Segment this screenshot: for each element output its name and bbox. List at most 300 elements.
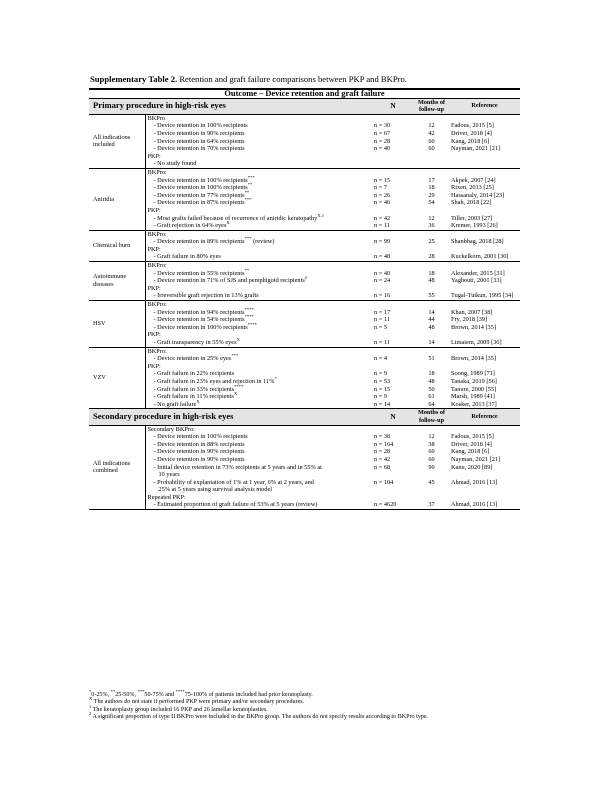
entry-months: 90	[428, 463, 435, 471]
entry-n: n = 26	[374, 191, 391, 199]
entry-n: n = 53	[374, 377, 391, 385]
entry-text: Device retention in 88% recipients	[157, 440, 245, 448]
blank-line	[374, 262, 412, 270]
entry-text: Estimated proportion of graft failure of 53% at 5 years (review)	[157, 501, 318, 509]
entry-reference: Akpek, 2007 [24]	[451, 176, 496, 184]
entry-n: n = 14	[374, 400, 391, 408]
entry-text: Graft rejection in 64% eyes	[157, 222, 227, 230]
entry-reference: Ahmad, 2016 [13]	[451, 501, 498, 509]
entry-n: n = 42	[374, 214, 391, 222]
entry-text: Device retention in 90% recipients	[157, 448, 245, 456]
entry-n: n = 9	[374, 370, 387, 378]
entry-n: n = 11	[374, 222, 390, 230]
footnote-x	[89, 696, 519, 706]
entry-reference: Kuckelkorn, 2001 [30]	[451, 253, 509, 261]
entry-months: 12	[428, 214, 435, 222]
blank-line	[374, 285, 412, 293]
blank-line	[416, 207, 447, 215]
pkp-entry: - Graft transparency in 55% eyes$^X$	[153, 337, 240, 346]
blank-line	[451, 331, 518, 339]
entry-reference: Limaiem, 2009 [36]	[451, 339, 502, 346]
fn-text: A significant proportion of type II BKPro were included in the BKPro group. The authors do not specify results according to BKPro type.	[91, 714, 429, 721]
blank-line	[451, 348, 518, 356]
pkp-entry: - Graft rejection in 64% eyes$^X$	[153, 220, 230, 230]
group-references	[449, 425, 520, 510]
bkpro-entry: - Device retention in 90% recipients	[153, 129, 245, 137]
entry-n	[374, 160, 412, 168]
blank-line	[416, 115, 447, 123]
entry-reference: Tanaka, 2019 [56]	[451, 377, 497, 385]
entry-months: 18	[428, 184, 435, 192]
bkpro-label: BKPro:	[147, 262, 167, 270]
entry-text: Device retention in 100% recipients	[157, 184, 248, 192]
group-row	[89, 301, 520, 348]
bkpro-label: BKPro:	[147, 230, 167, 238]
group-entries	[145, 301, 372, 348]
blank-line	[374, 363, 412, 371]
entry-line: - Device retention in 100% recipients	[153, 433, 248, 441]
entry-n: n = 17	[374, 308, 391, 316]
group-row	[89, 425, 520, 510]
bkpro-entry: - Device retention in 100% recipients****	[153, 321, 257, 331]
entry-months: 38	[428, 440, 435, 448]
bkpro-entry: - Device retention in 54% recipients****	[153, 314, 254, 324]
entry-months: 17	[428, 176, 435, 184]
bkpro-entry: - Device retention in 70% recipients	[153, 145, 245, 153]
blank-line	[416, 231, 447, 239]
entry-text: Device retention in 100% recipients	[157, 122, 248, 130]
entry-reference: Kanu, 2020 [89]	[451, 463, 493, 471]
entry-text: Device retention in 90% recipients	[157, 129, 245, 137]
entry-reference: Soong, 1989 [71]	[451, 370, 495, 378]
bkpro-entry: - Device retention in 55% recipients**	[153, 267, 250, 277]
outcome-header-row	[89, 89, 520, 98]
entry-text: Device retention in 87% recipients	[157, 199, 245, 207]
group-name: VZV	[89, 347, 145, 409]
footnote-2	[89, 711, 519, 721]
fn-text: 50-75% and	[144, 692, 176, 698]
primary-reference-header: Reference	[449, 98, 520, 114]
entry-n: n = 16	[374, 292, 391, 300]
fn-text: The authors do not state if performed PKP were primary and/or secondary procedures.	[92, 699, 305, 706]
pkp-entry: - Graft failure in 22% recipients	[153, 370, 235, 378]
caption-text: Retention and graft failure comparisons between PKP and BKPro.	[179, 74, 407, 84]
entry-reference: Driver, 2018 [4]	[451, 129, 492, 137]
pkp-entry: - Graft failure in 33% recipients****	[153, 383, 244, 393]
table-caption	[90, 74, 407, 84]
entry-reference: Fadous, 2015 [5]	[451, 122, 494, 130]
entry-text: No study found	[157, 160, 197, 168]
pkp-entry: - Graft failure in 23% eyes and rejection in 11%*	[153, 375, 277, 385]
entry-superscript: ****	[247, 321, 257, 327]
fn-text: 0-25%,	[91, 692, 111, 698]
entry-text: Device retention in 100% recipients	[157, 323, 248, 331]
entry-months: 64	[428, 400, 435, 408]
blank-line	[451, 363, 518, 371]
entry-months: 45	[428, 478, 435, 486]
entry-n: n = 28	[374, 448, 391, 456]
fn-sym: **	[110, 689, 116, 694]
outcome-header: Outcome – Device retention and graft failure	[89, 89, 520, 98]
entry-text: Initial device retention in 73% recipients at 5 years and in 55% at	[157, 463, 322, 471]
group-entries	[145, 168, 372, 230]
entry-months: 48	[428, 323, 435, 331]
pkp-label: PKP:	[147, 362, 161, 370]
entry-reference: Brown, 2014 [35]	[451, 355, 496, 363]
entry-n: n = 15	[374, 385, 391, 393]
bkpro-entry: - Device retention in 25% eyes***	[153, 353, 239, 363]
entry-months: 60	[428, 145, 435, 153]
entry-superscript: X	[236, 337, 240, 342]
group-references	[449, 301, 520, 348]
entry-n: n = 164	[374, 440, 394, 448]
group-n-values	[372, 347, 414, 409]
entry-reference: Kang, 2018 [6]	[451, 448, 490, 456]
secondary-reference-header: Reference	[449, 409, 520, 425]
entry-n: n = 4	[374, 355, 387, 363]
entry-text: Device retention in 55% recipients	[157, 269, 245, 277]
blank-line	[451, 486, 518, 494]
group-row	[89, 114, 520, 168]
bkpro-entry: - Device retention in 100% recipients	[153, 122, 248, 130]
entry-reference: Kang, 2018 [6]	[451, 137, 490, 145]
entry-reference	[451, 160, 518, 168]
secondary-section-title: Secondary procedure in high-risk eyes	[89, 409, 372, 425]
group-month-values	[414, 301, 449, 348]
entry-reference: Kremer, 1993 [26]	[451, 222, 498, 230]
entry-reference: Nayman, 2021 [21]	[451, 145, 501, 153]
blank-line	[451, 285, 518, 293]
entry-text: Most grafts failed because of recurrence of aniridic keratopathy	[157, 214, 318, 222]
group-n-values	[372, 301, 414, 348]
entry-months: 48	[428, 277, 435, 285]
entry-superscript: X	[226, 220, 230, 226]
entry-text: Device retention in 90% recipients	[157, 455, 245, 463]
entry-months: 60	[428, 455, 435, 463]
entry-months: 61	[428, 393, 435, 401]
entry-n: n = 40	[374, 269, 391, 277]
entry-months: 44	[428, 316, 435, 324]
fn-text: The keratoplasty group included 16 PKP and 26 lamellar keratoplasties.	[91, 706, 268, 713]
group-name: All indications combined	[89, 425, 145, 510]
entry-line: - Estimated proportion of graft failure of 53% at 5 years (review)	[153, 501, 318, 509]
entry-reference: Hassanaly, 2014 [23]	[451, 191, 505, 199]
blank-line	[451, 231, 518, 239]
entry-months: 51	[428, 355, 435, 363]
blank-line	[374, 301, 412, 309]
entry-reference: Fadous, 2015 [5]	[451, 433, 494, 441]
group-name: HSV	[89, 301, 145, 348]
entry-line	[148, 471, 371, 479]
blank-line	[451, 301, 518, 309]
pkp-entry: - No study found	[153, 160, 197, 168]
entry-n: n = 38	[374, 433, 391, 441]
bkpro-label: Secondary BKPro:	[147, 425, 195, 433]
entry-text: Device retention in 64% recipients	[157, 137, 245, 145]
entry-months: 12	[428, 122, 435, 130]
entry-reference: Rixen, 2013 [25]	[451, 184, 494, 192]
entry-superscript: ***	[244, 197, 252, 203]
entry-reference: Ahmad, 2016 [13]	[451, 478, 498, 486]
fn-sym: 2	[89, 711, 92, 717]
blank-line	[374, 231, 412, 239]
blank-line	[451, 471, 518, 479]
fn-text: 25-50%,	[115, 692, 138, 698]
entry-text: Device retention in 94% recipients	[157, 308, 245, 316]
entry-reference: Driver, 2018 [4]	[451, 440, 492, 448]
entry-months: 60	[428, 448, 435, 456]
pkp-label: PKP:	[147, 206, 161, 214]
entry-text: Device retention in 100% recipients	[157, 176, 248, 184]
caption-label: Supplementary Table 2.	[90, 74, 178, 84]
entry-text: Graft transparency in 55% eyes	[157, 339, 237, 346]
secondary-months-header: Months of follow-up	[414, 409, 449, 425]
entry-reference: Tiller, 2003 [27]	[451, 214, 493, 222]
entry-months: 14	[428, 308, 435, 316]
pkp-entry: - Graft failure in 11% recipients$^X$	[153, 391, 238, 401]
entry-text: Graft failure in 22% recipients	[157, 370, 235, 378]
fn-text: 75-100% of patients included had prior keratoplasty.	[184, 692, 313, 698]
entry-superscript: ***	[231, 353, 239, 359]
entry-reference: Kosker, 2013 [37]	[451, 400, 497, 408]
blank-line	[416, 494, 447, 502]
group-n-values	[372, 230, 414, 261]
entry-months: 55	[428, 292, 435, 300]
group-references	[449, 347, 520, 409]
entry-text: Device retention in 89% recipients	[157, 238, 245, 246]
entry-line: - Probability of explantation of 1% at 1 year, 6% at 2 years, and	[153, 478, 314, 486]
blank-line	[451, 494, 518, 502]
entry-n: n = 9	[374, 393, 387, 401]
entry-superscript: **	[244, 189, 250, 195]
group-row	[89, 262, 520, 301]
entry-reference: Shah, 2018 [22]	[451, 199, 492, 207]
group-entries	[145, 230, 372, 261]
pkp-label: PKP:	[147, 152, 161, 160]
group-entries	[145, 425, 372, 510]
fn-sym: 1	[89, 703, 92, 709]
bkpro-entry: - Device retention in 77% recipients**	[153, 189, 250, 199]
bkpro-label: BKPro:	[147, 168, 167, 176]
pkp-entry: - Irreversible graft rejection in 13% grafts	[153, 292, 259, 300]
entry-text: No graft failure	[157, 400, 197, 408]
entry-superscript: X	[196, 398, 200, 404]
entry-line: - Device retention in 90% recipients	[153, 448, 245, 456]
pkp-entry: - No graft failure$^X$	[153, 398, 200, 408]
entry-text: Device retention in 54% recipients	[157, 316, 245, 324]
entry-months: 36	[428, 222, 435, 230]
entry-months: 54	[428, 199, 435, 207]
blank-line	[451, 153, 518, 161]
blank-line	[374, 486, 412, 494]
group-row	[89, 230, 520, 261]
group-row	[89, 168, 520, 230]
pkp-label: PKP:	[147, 245, 161, 253]
entry-superscript: ***	[244, 236, 252, 242]
group-references	[449, 262, 520, 301]
fn-sym: X	[89, 696, 93, 702]
blank-line	[451, 246, 518, 254]
entry-superscript: **	[244, 267, 250, 273]
entry-n: n = 46	[374, 199, 391, 207]
blank-line	[374, 494, 412, 502]
blank-line	[451, 426, 518, 434]
entry-suffix: (review)	[251, 238, 275, 246]
bkpro-entry: - Device retention in 64% recipients	[153, 137, 245, 145]
group-n-values	[372, 262, 414, 301]
entry-months: 60	[428, 137, 435, 145]
entry-line: - Initial device retention in 73% recipients at 5 years and in 55% at	[153, 463, 322, 471]
entry-n: n = 24	[374, 277, 391, 285]
entry-text: Graft failure in 23% eyes and rejection in 11%	[157, 377, 275, 385]
bkpro-entry: - Device retention in 71% of SJS and pemphigoid recipients$^2$	[153, 275, 308, 285]
entry-text: 25% at 5 years using survival analysis model	[158, 486, 272, 494]
group-name: All indications included	[89, 114, 145, 168]
group-month-values	[414, 262, 449, 301]
pkp-label: Repeated PKP:	[147, 493, 186, 501]
primary-section-title: Primary procedure in high-risk eyes	[89, 98, 372, 114]
blank-line	[451, 207, 518, 215]
group-references	[449, 230, 520, 261]
blank-line	[451, 115, 518, 123]
group-name: Aniridia	[89, 168, 145, 230]
blank-line	[416, 363, 447, 371]
entry-superscript: ****	[244, 306, 254, 312]
entry-n: n = 7	[374, 184, 387, 192]
fn-sym: ***	[137, 689, 145, 694]
blank-line	[374, 153, 412, 161]
bkpro-entry: - Device retention in 89% recipients*** (review)	[153, 236, 275, 246]
entry-text: Device retention in 25% eyes	[157, 355, 232, 363]
entry-months: 42	[428, 129, 435, 137]
blank-line	[416, 262, 447, 270]
group-name: Autoimmune diseases	[89, 262, 145, 301]
entry-text: Irreversible graft rejection in 13% grafts	[157, 292, 259, 300]
group-references	[449, 114, 520, 168]
bkpro-entry: - Device retention in 94% recipients****	[153, 306, 254, 316]
entry-superscript: ***	[247, 174, 255, 180]
entry-months	[416, 160, 447, 168]
group-month-values	[414, 347, 449, 409]
blank-line	[374, 348, 412, 356]
entry-months: 28	[428, 253, 435, 261]
entry-reference: Yaghouti, 2001 [33]	[451, 277, 502, 285]
blank-line	[416, 285, 447, 293]
blank-line	[416, 246, 447, 254]
bkpro-entry: - Device retention in 100% recipients**	[153, 182, 253, 192]
entry-text: Graft failure in 11% recipients	[157, 393, 234, 401]
group-references	[449, 168, 520, 230]
blank-line	[451, 169, 518, 177]
blank-line	[451, 262, 518, 270]
entry-reference: Alexander, 2015 [31]	[451, 269, 505, 277]
entry-text: Device retention in 71% of SJS and pemphigoid recipients	[157, 277, 305, 285]
blank-line	[374, 426, 412, 434]
bkpro-entry: - Device retention in 100% recipients***	[153, 174, 255, 184]
bkpro-label: BKPro	[147, 114, 165, 122]
bkpro-entry: - Device retention in 87% recipients***	[153, 197, 252, 207]
entry-n: n = 67	[374, 129, 391, 137]
pkp-label: PKP:	[147, 331, 161, 339]
entry-superscript: X	[233, 391, 238, 397]
group-n-values	[372, 425, 414, 510]
entry-months: 25	[428, 238, 435, 246]
blank-line	[374, 471, 412, 479]
entry-superscript: X,1	[317, 212, 325, 218]
entry-line: - Device retention in 88% recipients	[153, 440, 245, 448]
entry-superscript: ****	[234, 383, 244, 389]
entry-text: Graft failure in 33% recipients	[157, 385, 235, 393]
entry-n: n = 11	[374, 316, 390, 324]
pkp-label: PKP:	[147, 284, 161, 292]
entry-text: Device retention in 100% recipients	[157, 433, 248, 441]
entry-text: Device retention in 70% recipients	[157, 145, 245, 153]
entry-line	[148, 486, 371, 494]
pkp-entry: - Most grafts failed because of recurrence of aniridic keratopathy$^{X,1}$	[153, 212, 325, 222]
entry-superscript: **	[247, 182, 253, 188]
group-row	[89, 347, 520, 409]
entry-n: n = 68	[374, 463, 391, 471]
group-month-values	[414, 425, 449, 510]
group-name: Chemical burn	[89, 230, 145, 261]
blank-line	[416, 426, 447, 434]
entry-n: n = 5	[374, 323, 387, 331]
entry-n: n = 104	[374, 478, 394, 486]
blank-line	[416, 486, 447, 494]
pkp-entry: - Graft failure in 80% eyes	[153, 253, 221, 261]
fn-sym: ****	[175, 689, 185, 694]
bkpro-label: BKPro:	[147, 301, 167, 309]
entry-reference: Nayman, 2021 [21]	[451, 455, 501, 463]
entry-n: n = 99	[374, 238, 391, 246]
group-entries	[145, 262, 372, 301]
entry-n: n = 4620	[374, 501, 397, 509]
fn-sym: *	[89, 689, 92, 694]
entry-superscript: *	[274, 375, 277, 381]
entry-months: 18	[428, 370, 435, 378]
entry-n: n = 30	[374, 122, 391, 130]
entry-reference: Shanbhag, 2018 [28]	[451, 238, 504, 246]
entry-n: n = 48	[374, 253, 391, 261]
group-n-values	[372, 114, 414, 168]
entry-text: Graft failure in 80% eyes	[157, 253, 221, 261]
group-month-values	[414, 230, 449, 261]
blank-line	[416, 153, 447, 161]
entry-reference: Tugal-Tutkun, 1995 [34]	[451, 292, 514, 300]
blank-line	[374, 115, 412, 123]
entry-n: n = 28	[374, 137, 391, 145]
entry-reference: Brown, 2014 [35]	[451, 323, 496, 331]
entry-text: Probability of explantation of 1% at 1 year, 6% at 2 years, and	[157, 478, 314, 486]
entry-reference: Marsh, 1989 [41]	[451, 393, 495, 401]
blank-line	[374, 331, 412, 339]
group-entries	[145, 114, 372, 168]
primary-n-header: N	[372, 98, 414, 114]
primary-months-header: Months of follow-up	[414, 98, 449, 114]
entry-text: 10 years	[158, 471, 180, 479]
group-entries	[145, 347, 372, 409]
blank-line	[374, 246, 412, 254]
entry-months: 12	[428, 433, 435, 441]
blank-line	[374, 207, 412, 215]
entry-months: 18	[428, 269, 435, 277]
blank-line	[416, 471, 447, 479]
entry-months: 48	[428, 377, 435, 385]
entry-superscript: ****	[244, 314, 254, 320]
entry-reference: Khan, 2007 [38]	[451, 308, 493, 316]
entry-months: 37	[428, 501, 435, 509]
entry-months: 50	[428, 385, 435, 393]
